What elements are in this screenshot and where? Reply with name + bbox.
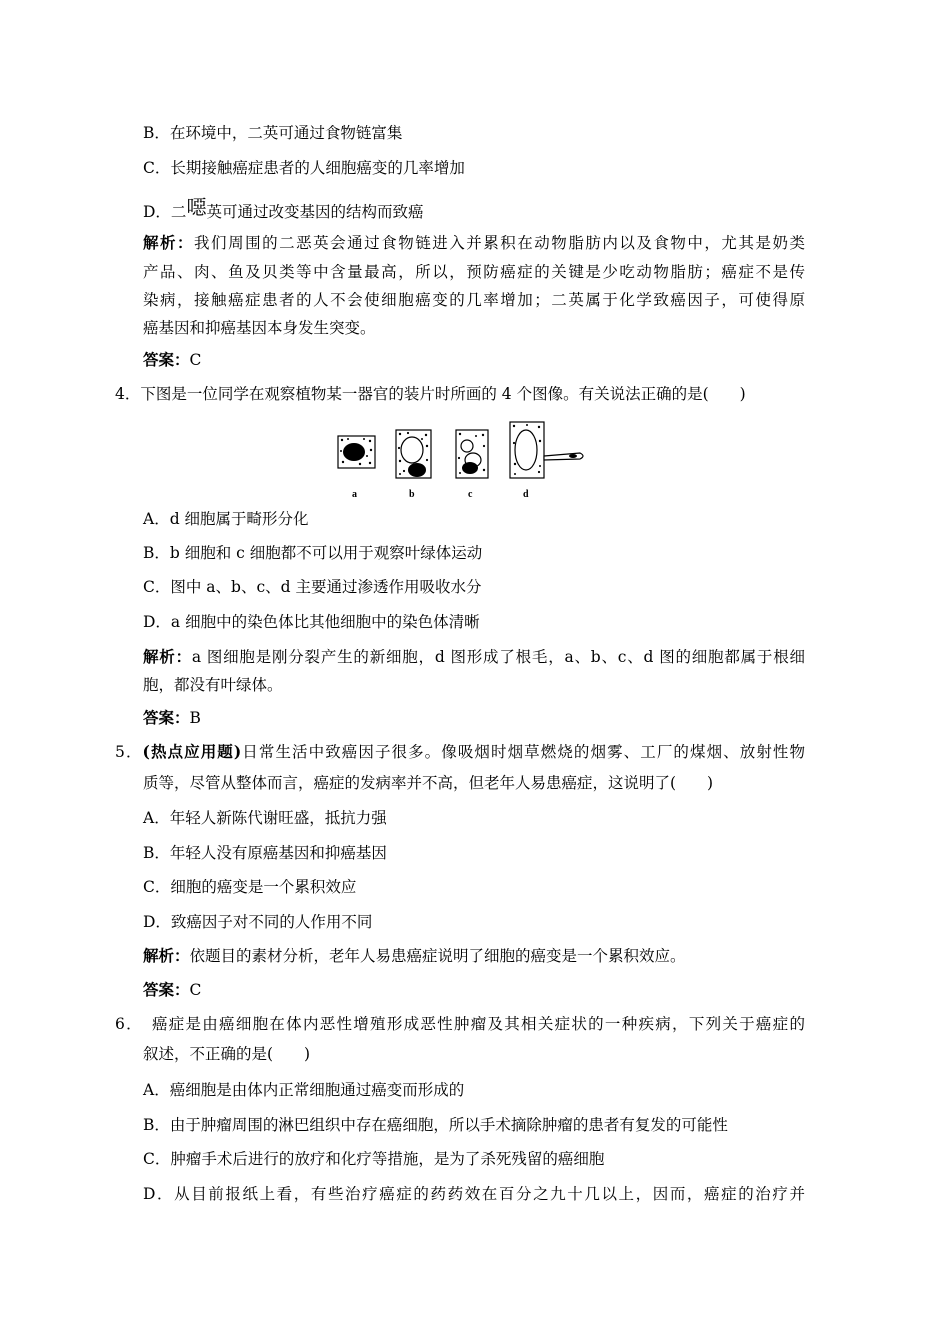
q3-option-d	[143, 195, 424, 222]
q4-answer	[143, 708, 201, 728]
q3-option-b: B．在环境中，二英可通过食物链富集	[143, 124, 403, 142]
q5-analysis-text: 依题目的素材分析，老年人易患癌症说明了细胞的癌变是一个累积效应。	[189, 947, 686, 965]
q4-option-d: D．a 细胞中的染色体比其他细胞中的染色体清晰	[143, 613, 480, 631]
q3-option-d-char: 噁	[186, 195, 207, 219]
q4-analysis-label: 解析：	[143, 647, 192, 666]
q3-analysis-line-1	[143, 233, 805, 253]
q5-tag: (热点应用题)	[142, 742, 242, 761]
q4-option-a: A．d 细胞属于畸形分化	[143, 510, 309, 528]
q6-option-b: B．由于肿瘤周围的淋巴组织中存在癌细胞，所以手术摘除肿瘤的患者有复发的可能性	[143, 1116, 728, 1134]
cell-d	[510, 422, 583, 478]
q4-analysis-text-1: a 图细胞是刚分裂产生的新细胞，d 图形成了根毛，a、b、c、d 图的细胞都属于根细	[191, 648, 805, 666]
q3-answer	[143, 350, 201, 370]
q6-stem-line-2: 叙述，不正确的是( )	[143, 1045, 311, 1063]
q3-answer-label: 答案：	[143, 350, 190, 369]
q3-option-c: C．长期接触癌症患者的人细胞癌变的几率增加	[143, 159, 465, 177]
q5-answer	[143, 980, 201, 1000]
q5-analysis	[143, 946, 686, 966]
q3-analysis-line-4: 癌基因和抑癌基因本身发生突变。	[143, 319, 376, 337]
figure-label-c: c	[468, 489, 473, 500]
cell-b	[396, 430, 431, 478]
q5-option-c: C．细胞的癌变是一个累积效应	[143, 878, 357, 896]
q4-analysis-line-2: 胞，都没有叶绿体。	[143, 676, 283, 694]
q3-analysis-line-3: 染病，接触癌症患者的人不会使细胞癌变的几率增加；二英属于化学致癌因子，可使得原	[143, 291, 805, 309]
figure-label-a: a	[352, 489, 357, 500]
q4-answer-label: 答案：	[143, 708, 190, 727]
q3-option-d-prefix: D．二	[143, 203, 187, 221]
q5-option-a: A．年轻人新陈代谢旺盛，抵抗力强	[143, 809, 387, 827]
q4-cell-figure	[330, 416, 590, 504]
q4-stem: 4．下图是一位同学在观察植物某一器官的装片时所画的 4 个图像。有关说法正确的是( )	[115, 385, 746, 403]
q5-stem-line-1	[115, 742, 805, 762]
q3-analysis-text-1: 我们周围的二恶英会通过食物链进入并累积在动物脂肪内以及食物中，尤其是奶类	[194, 234, 805, 252]
q5-analysis-label: 解析：	[143, 946, 190, 965]
q5-number: 5．	[115, 743, 143, 761]
q4-analysis-line-1	[143, 647, 805, 667]
q5-stem-text-1: 日常生活中致癌因子很多。像吸烟时烟草燃烧的烟雾、工厂的煤烟、放射性物	[241, 743, 805, 761]
q4-option-c: C．图中 a、b、c、d 主要通过渗透作用吸收水分	[143, 578, 482, 596]
q4-option-b: B．b 细胞和 c 细胞都不可以用于观察叶绿体运动	[143, 544, 483, 562]
q6-stem-line-1: 6． 癌症是由癌细胞在体内恶性增殖形成恶性肿瘤及其相关症状的一种疾病，下列关于癌症的	[115, 1015, 805, 1033]
cell-c	[456, 430, 488, 478]
q3-answer-value: C	[189, 351, 202, 369]
q6-option-a: A．癌细胞是由体内正常细胞通过癌变而形成的	[143, 1081, 465, 1099]
q5-answer-value: C	[189, 981, 202, 999]
figure-label-d: d	[523, 489, 529, 500]
q3-analysis-line-2: 产品、肉、鱼及贝类等中含量最高，所以，预防癌症的关键是少吃动物脂肪；癌症不是传	[143, 263, 805, 281]
figure-label-b: b	[409, 489, 415, 500]
q4-answer-value: B	[189, 709, 201, 727]
q6-option-d: D．从目前报纸上看，有些治疗癌症的药药效在百分之九十几以上，因而，癌症的治疗并	[143, 1185, 805, 1203]
q3-option-d-suffix: 英可通过改变基因的结构而致癌	[206, 203, 424, 221]
q5-option-b: B．年轻人没有原癌基因和抑癌基因	[143, 844, 387, 862]
q5-option-d: D．致癌因子对不同的人作用不同	[143, 913, 373, 931]
q5-answer-label: 答案：	[143, 980, 190, 999]
q6-option-c: C．肿瘤手术后进行的放疗和化疗等措施，是为了杀死残留的癌细胞	[143, 1150, 605, 1168]
q5-stem-line-2: 质等，尽管从整体而言，癌症的发病率并不高，但老年人易患癌症，这说明了( )	[143, 774, 714, 792]
cell-a	[338, 436, 375, 468]
q3-analysis-label: 解析：	[143, 233, 195, 252]
